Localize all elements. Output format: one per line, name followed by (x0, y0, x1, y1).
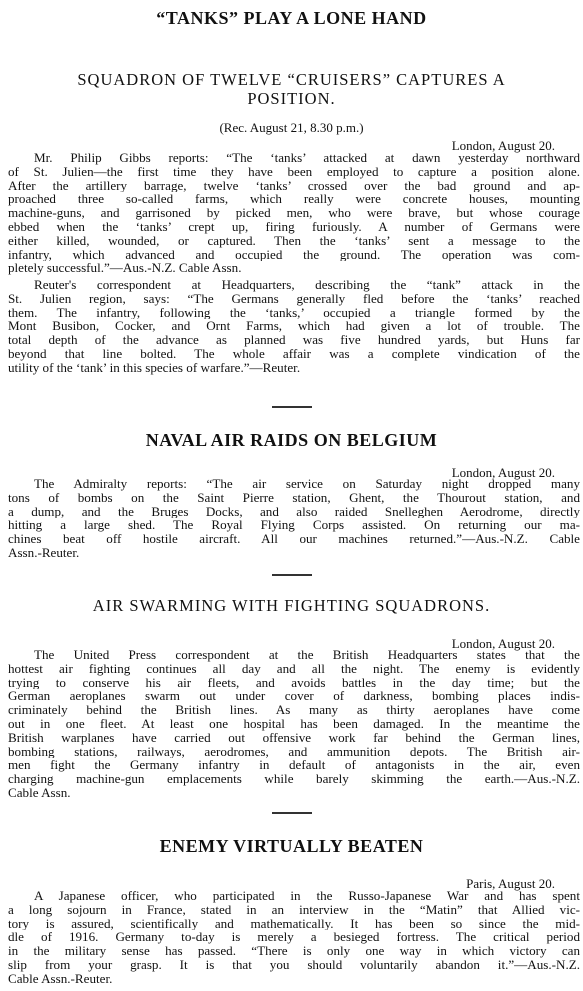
text-line: machine-guns, and garrisoned by picked men, who were brave, but whose courage (8, 206, 580, 220)
article1-received-time: (Rec. August 21, 8.30 p.m.) (219, 120, 364, 135)
article1-subheadline-line1: SQUADRON OF TWELVE “CRUISERS” CAPTURES A (77, 70, 506, 89)
text-line: infantry, which advanced and occupied the ground. The operation was com- (8, 247, 580, 262)
text-line: beyond that line bolted. The whole affair was a complete vindication of the (8, 346, 580, 361)
text-line: tory is assured, scientifically and mathematically. It has been so since the mid- (8, 916, 580, 931)
text-line: out in one fleet. At least one hospital has been damaged. In the meantime the (8, 716, 580, 731)
text-line: Mr. Philip Gibbs reports: “The ‘tanks’ attacked at dawn yesterday northward (34, 151, 580, 165)
section-divider (272, 574, 312, 576)
text-line: proached three so-called farms, which really were concrete houses, mounting (8, 192, 580, 207)
text-line: total depth of the advance as planned was five hundred yards, but Huns far (8, 333, 580, 347)
text-line: slip from your grasp. It is that you should voluntarily abandon it.”—Aus.-N.Z. (8, 957, 580, 972)
text-line: utility of the ‘tank’ in this species of warfare.”—Reuter. (8, 360, 301, 375)
article1-paragraph1 (8, 151, 580, 275)
text-line: of St. Julien—the first time they have been employed to capture a position alone. (8, 164, 580, 179)
text-line: Reuter's correspondent at Headquarters, describing the “tank” attack in the (34, 278, 580, 292)
article4-headline: ENEMY VIRTUALLY BEATEN (159, 836, 424, 856)
text-line: The Admiralty reports: “The air service on Saturday night dropped many (34, 477, 580, 491)
article2-headline: NAVAL AIR RAIDS ON BELGIUM (145, 430, 438, 450)
article4-dateline: Paris, August 20. (466, 876, 555, 891)
text-line: A Japanese officer, who participated in the Russo-Japanese War and has spent (34, 889, 580, 903)
article4-paragraph1 (8, 889, 580, 986)
section-divider (272, 812, 312, 814)
text-line: either killed, wounded, or captured. Then the ‘tanks’ sent a message to the (8, 233, 580, 248)
text-line: in the military sense has passed. “There is only one way in which victory can (8, 944, 580, 958)
text-line: a dump, and the Bruges Docks, and also raided Snelleghen Aerodrome, directly (8, 504, 580, 519)
text-line: criminately behind the British lines. As many as thirty aeroplanes have come (8, 703, 580, 717)
text-line: tons of bombs on the Saint Pierre station, Ghent, the Thourout station, and (8, 490, 580, 505)
text-line: The United Press correspondent at the British Headquarters states that the (34, 648, 580, 662)
text-line: pletely successful.”—Aus.-N.Z. Cable Assn. (8, 261, 242, 276)
text-line: dle of 1916. Germany to-day is merely a besieged fortress. The critical period (8, 930, 580, 945)
article1-headline: “TANKS” PLAY A LONE HAND (156, 8, 427, 28)
article3-paragraph1 (8, 648, 580, 800)
text-line: St. Julien region, says: “The Germans generally fled before the ‘tanks’ reached (8, 291, 580, 306)
article1-dateline: London, August 20. (451, 138, 555, 153)
article2-dateline: London, August 20. (451, 465, 555, 480)
text-line: charging machine-gun emplacements while barely skimming the earth.—Aus.-N.Z. (8, 772, 580, 786)
text-line: ebbed when the ‘tanks’ crept up, firing furiously. A number of Germans were (8, 219, 580, 234)
article3-headline: AIR SWARMING WITH FIGHTING SQUADRONS. (92, 596, 491, 615)
text-line: bombing stations, railways, aerodromes, and ammunition depots. The British air- (8, 744, 580, 759)
text-line: hitting a large shed. The Royal Flying Corps assisted. On returning our ma- (8, 518, 580, 533)
text-line: men fight the Germany infantry in default of antagonists in the air, even (8, 758, 580, 773)
text-line: a long sojourn in France, stated in an interview in the “Matin” that Allied vic- (8, 902, 580, 917)
text-line: Assn.-Reuter. (8, 545, 80, 560)
text-line: After the artillery barrage, twelve ‘tanks’ crossed over the bad ground and ap- (8, 178, 580, 193)
text-line: Cable Assn.-Reuter. (8, 971, 113, 986)
article2-paragraph1 (8, 477, 580, 560)
text-line: hottest air fighting continues all day and all the night. The enemy is evidently (8, 661, 580, 676)
text-line: German aeroplanes swarm out under cover of darkness, bombing places indis- (8, 689, 580, 704)
text-line: trying to conserve his air fleets, and avoids battles in the day time; but the (8, 675, 580, 690)
text-line: Mont Busibon, Cocker, and Ornt Farms, which had given a lot of trouble. The (8, 319, 580, 334)
text-line: chines beat off hostile aircraft. All our machines returned.”—Aus.-N.Z. Cable (8, 532, 580, 546)
text-line: Cable Assn. (8, 785, 71, 800)
article3-dateline: London, August 20. (451, 636, 555, 651)
article1-paragraph2 (8, 278, 580, 375)
article1-subheadline-line2: POSITION. (247, 89, 336, 108)
text-line: British warplanes have carried out offensive work far behind the German lines, (8, 730, 580, 745)
section-divider (272, 406, 312, 408)
text-line: them. The infantry, following the ‘tanks,’ occupied a triangle formed by the (8, 305, 580, 320)
